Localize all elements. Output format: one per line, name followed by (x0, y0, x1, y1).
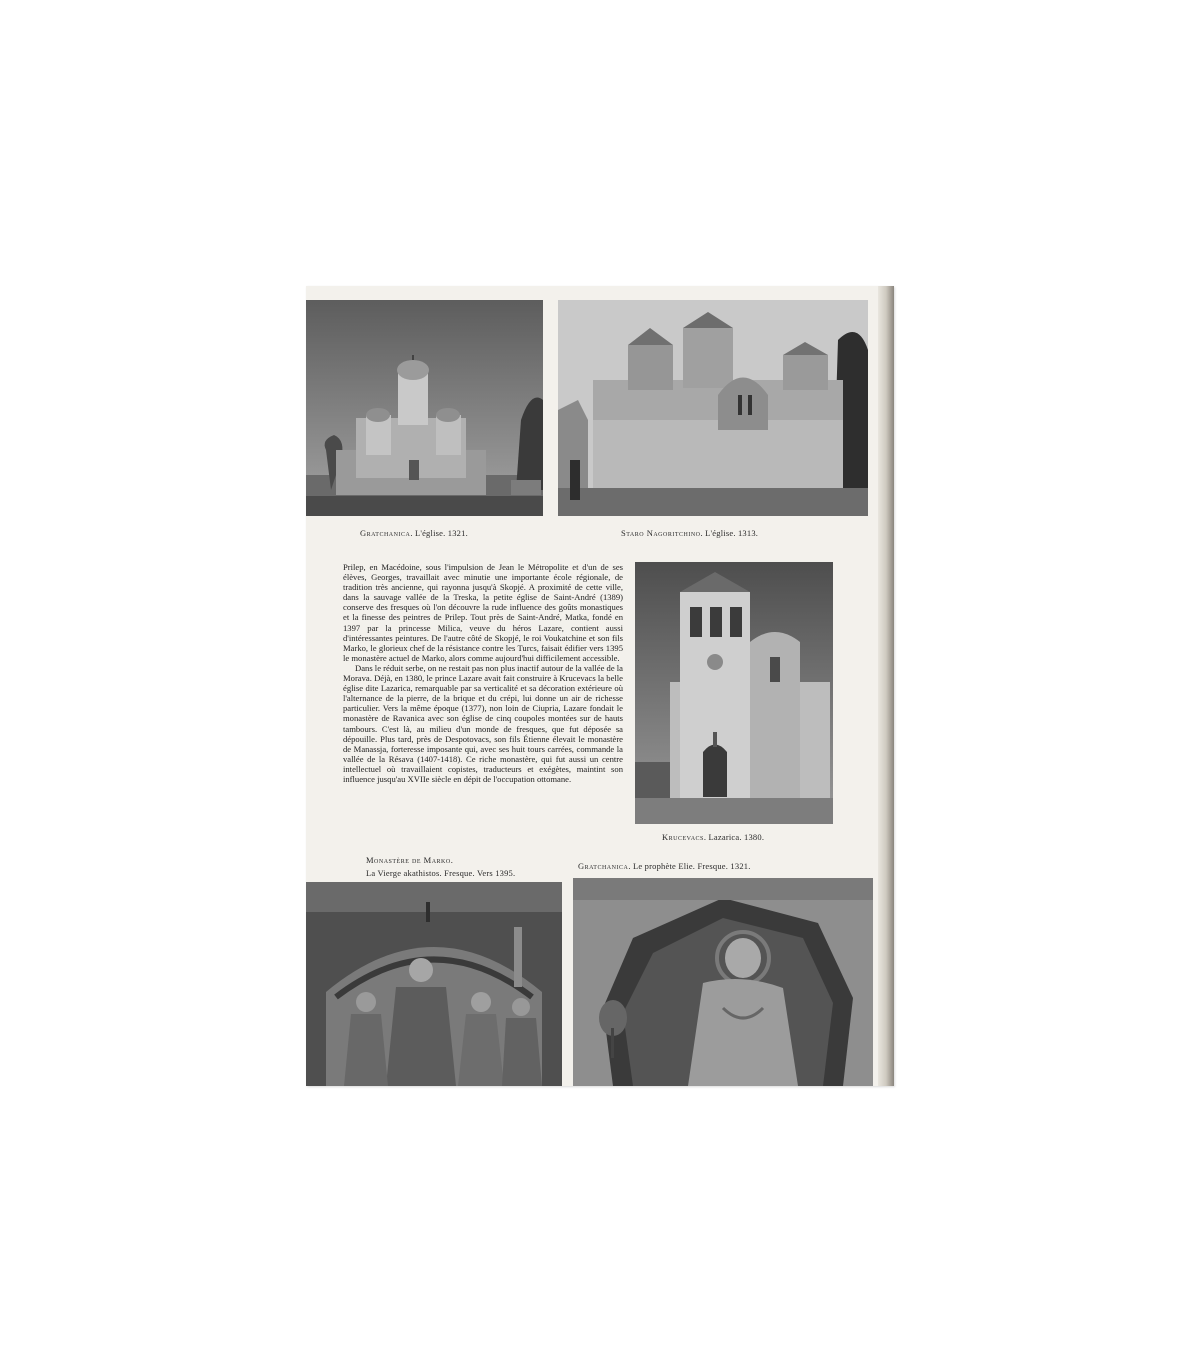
article-text-column (343, 562, 623, 784)
caption-text: . Lazarica. 1380. (703, 832, 765, 842)
photo-gratchanica-elie-fresco (573, 878, 873, 1086)
caption-marko-fresco (366, 854, 515, 880)
photo-gratchanica-church (306, 300, 543, 516)
paragraph: Dans le réduit serbe, on ne restait pas non plus inactif autour de la vallée de la Morava. Déjà, en 1380, le prince Lazare avait fait construire à Krucevacs la belle église dite Lazarica, remarquable par sa verticalité et sa décoration extérieure où l'alternance de la pierre, de la brique et du crépi, lui donne un air de richesse particulier. Vers la même époque (1377), non loin de Ciupria, Lazare fondait le monastère de Ravanica avec son église de cinq coupoles montées sur de hauts tambours. C'est là, au milieu d'un monde de fresques, que fut déposée sa dépouille. Plus tard, près de Despotovacs, son fils Étienne élevait le monastère de Manassja, forteresse imposante qui, avec ses huit tours carrées, commande la vallée de la Résava (1407-1418). Ce riche monastère, qui fut aussi un centre intellectuel où travaillaient copistes, traducteurs et exégètes, maintint son influence jusqu'au XVIIe siècle en dépit de l'occupation ottomane. (343, 662, 623, 784)
caption-place-name: Gratchanica (578, 861, 629, 871)
caption-text: . Le prophète Elie. Fresque. 1321. (628, 861, 751, 871)
caption-text: . (450, 855, 454, 865)
caption-place-name: Monastère de Marko (366, 855, 451, 865)
page-edge-shadow (878, 286, 894, 1086)
photo-staro-nagoritchino-church (558, 300, 868, 516)
caption-text: . L'église. 1313. (700, 528, 759, 538)
photo-marko-virgin-fresco (306, 882, 562, 1086)
caption-text: . L'église. 1321. (410, 528, 468, 538)
caption-krucevacs-lazarica (662, 832, 764, 842)
caption-place-name: Gratchanica (360, 528, 411, 538)
caption-text-line2: La Vierge akathistos. Fresque. Vers 1395. (366, 868, 516, 878)
caption-gratchanica-church (360, 528, 468, 538)
photo-krucevacs-lazarica (635, 562, 833, 824)
caption-place-name: Staro Nagoritchino (621, 528, 701, 538)
caption-place-name: Krucevacs (662, 832, 704, 842)
paragraph: Prilep, en Macédoine, sous l'impulsion de Jean le Métropolite et d'un de ses élèves, Georges, travaillait avec minutie une importante école régionale, de tradition très ancienne, qui rayonna jusqu'à Skopjé. A proximité de cette ville, dans la sauvage vallée de la Treska, la petite église de Saint-André (1389) conserve des fresques où l'on découvre la rude influence des goûts monastiques et la finesse des peintres de Prilep. Tout près de Saint-André, Matka, fondé en 1397 par la princesse Milica, veuve du héros Lazare, contient aussi d'intéressantes peintures. De l'autre côté de Skopjé, le roi Voukatchine et son fils Marko, le glorieux chef de la résistance contre les Turcs, faisait édifier vers 1395 le monastère actuel de Marko, alors comme aujourd'hui difficilement accessible. (343, 562, 623, 663)
caption-staro-nagoritchino-church (621, 528, 758, 538)
caption-gratchanica-elie (578, 861, 751, 871)
